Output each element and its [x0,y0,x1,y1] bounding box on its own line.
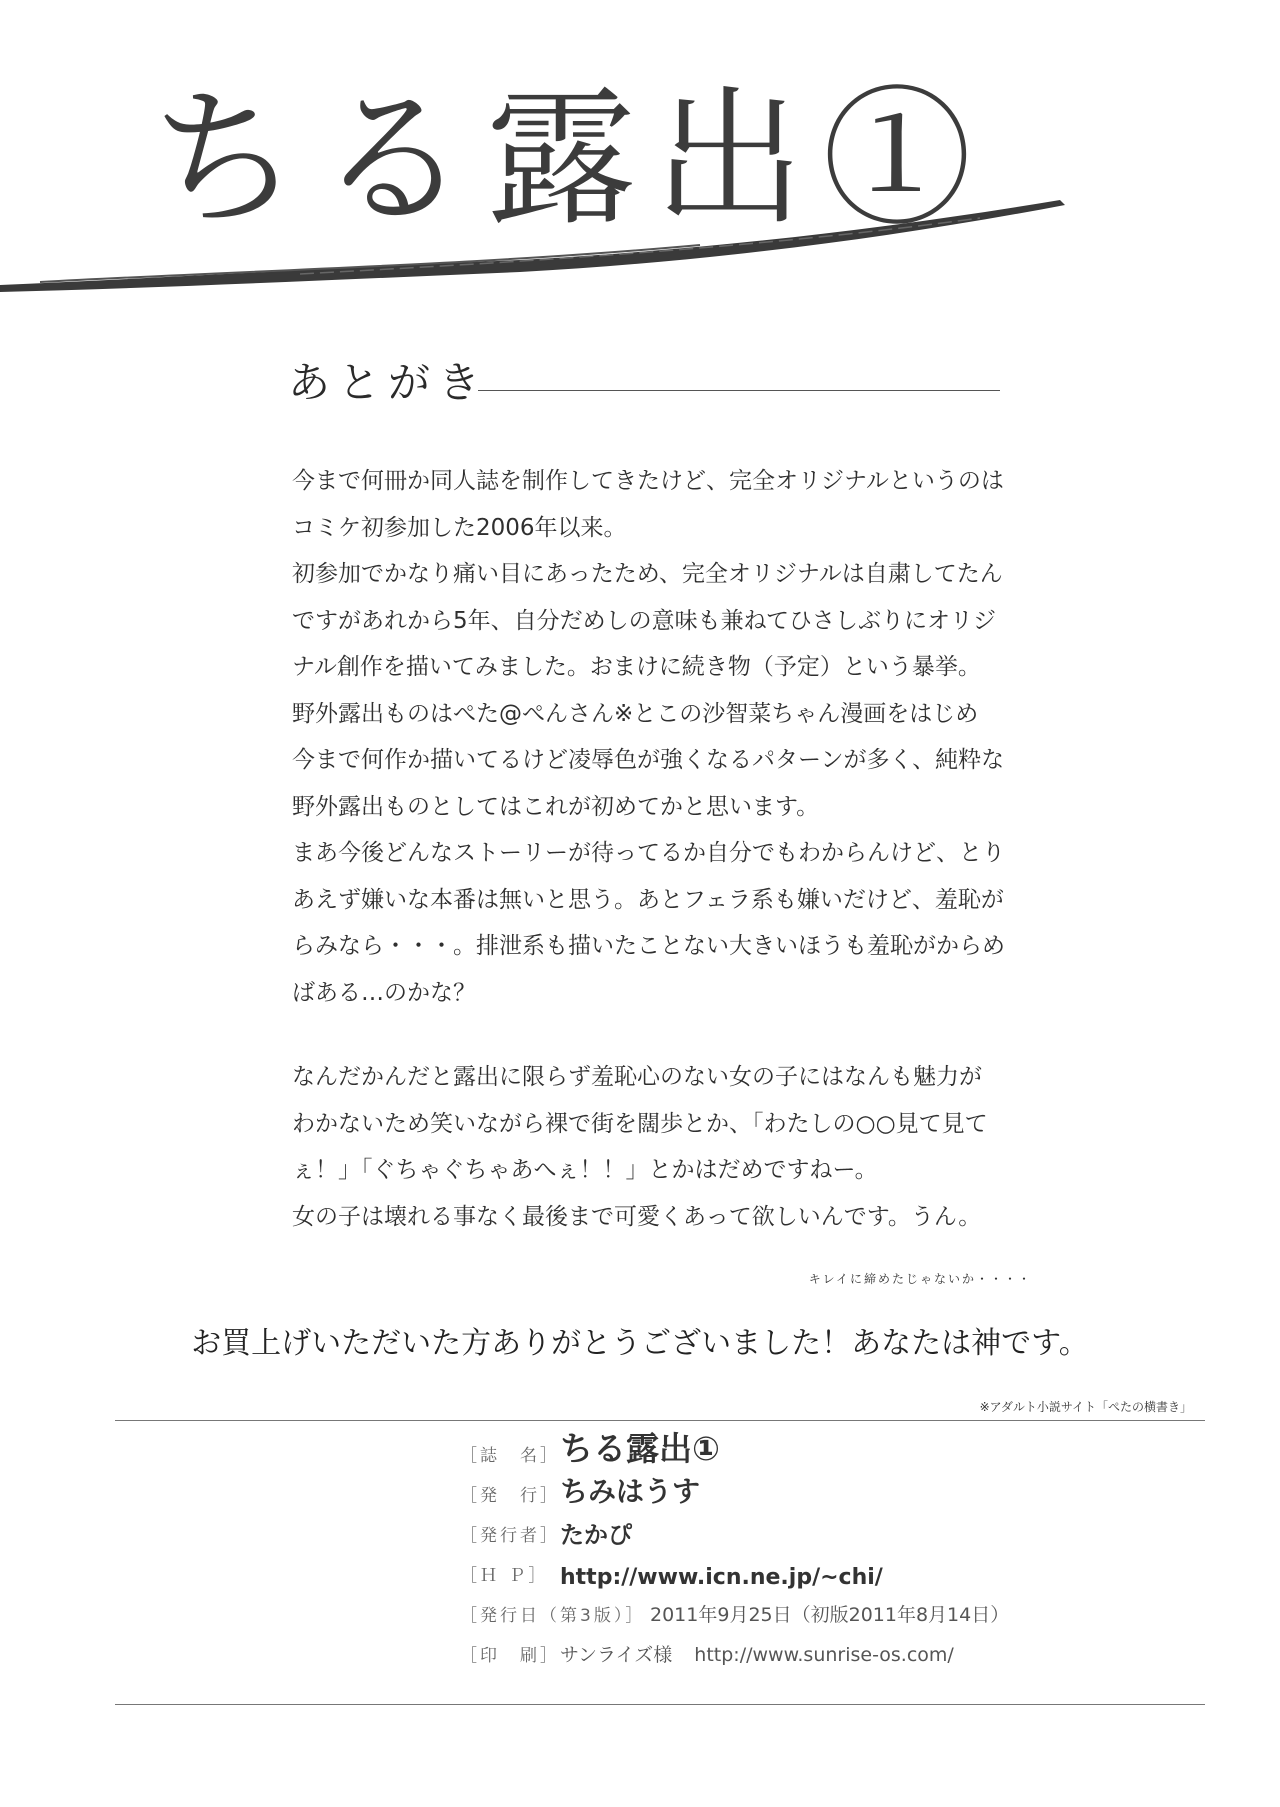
colophon-row-print [460,1632,1160,1672]
text-line: 野外露出ものとしてはこれが初めてかと思います。 [292,793,820,820]
colophon-label: ［発行日（第3版）］ [460,1606,646,1626]
thanks-message: お買上げいただいた方ありがとうございました！あなたは神です。 [191,1326,1089,1361]
text-line: ですがあれから5年、自分だめしの意味も兼ねてひさしぶりにオリジ [292,607,997,634]
footnote: ※アダルト小説サイト「ぺたの横書き」 [979,1400,1192,1414]
afterword-heading-row [288,358,1008,422]
colophon-row-magazine [460,1429,1160,1472]
text-line: あえず嫌いな本番は無いと思う。あとフェラ系も嫌いだけど、羞恥が [292,886,1004,913]
colophon-label: ［Ｈ Ｐ］ [460,1566,549,1586]
printer-link[interactable]: http://www.sunrise-os.com/ [694,1644,954,1666]
page-title: ちる露出① [150,73,991,247]
text-line: わかないため笑いながら裸で街を闊歩とか、「わたしの○○見て見て [292,1110,988,1137]
colophon-bottom-rule [115,1704,1205,1705]
title-brush-stroke [0,170,1280,300]
text-line: ぇ！」「ぐちゃぐちゃあへぇ！！」とかはだめですねー。 [292,1157,878,1183]
heading-rule [478,390,1000,391]
magazine-name: ちる露出① [560,1429,720,1468]
colophon-label: ［発 行］ [460,1486,560,1506]
text-line: ナル創作を描いてみました。おまけに続き物（予定）という暴挙。 [292,654,981,680]
colophon [460,1429,1160,1672]
colophon-label: ［発行者］ [460,1526,560,1546]
publisher-name: ちみはうす [560,1475,701,1508]
aside-note: キレイに締めたじゃないか・・・・ [808,1272,1032,1286]
publish-date: 2011年9月25日（初版2011年8月14日） [650,1604,1010,1626]
text-line: ばある…のかな？ [292,979,476,1006]
colophon-label: ［印 刷］ [460,1646,560,1666]
text-line: コミケ初参加した2006年以来。 [292,514,627,541]
afterword-paragraph-2 [292,1054,1032,1240]
text-line: 今まで何冊か同人誌を制作してきたけど、完全オリジナルというのは [292,468,1004,494]
text-line: 女の子は壊れる事なく最後まで可愛くあって欲しいんです。うん。 [292,1203,982,1230]
text-line: なんだかんだと露出に限らず羞恥心のない女の子にはなんも魅力が [292,1064,982,1090]
colophon-row-date [460,1592,1160,1632]
issuer-name: たかぴ [560,1521,632,1549]
colophon-label: ［誌 名］ [460,1446,560,1466]
afterword-paragraph-1 [292,458,1032,1016]
text-line: 野外露出ものはぺた@ぺんさん※とこの沙智菜ちゃん漫画をはじめ [292,700,979,727]
text-line: まあ今後どんなストーリーが待ってるか自分でもわからんけど、とり [292,840,1005,866]
text-line: 初参加でかなり痛い目にあったため、完全オリジナルは自粛してたん [292,561,1003,587]
text-line: らみなら・・・。排泄系も描いたことない大きいほうも羞恥がからめ [292,933,1005,959]
afterword-heading: あとがき [288,358,489,407]
colophon-row-issuer [460,1512,1160,1552]
colophon-row-hp [460,1552,1160,1592]
text-line: 今まで何作か描いてるけど凌辱色が強くなるパターンが多く、純粋な [292,747,1005,773]
printer-name: サンライズ様 [560,1644,673,1666]
homepage-link[interactable]: http://www.icn.ne.jp/~chi/ [560,1565,883,1590]
colophon-top-rule [115,1420,1205,1421]
printer-info [560,1640,954,1667]
colophon-row-publisher [460,1472,1160,1512]
